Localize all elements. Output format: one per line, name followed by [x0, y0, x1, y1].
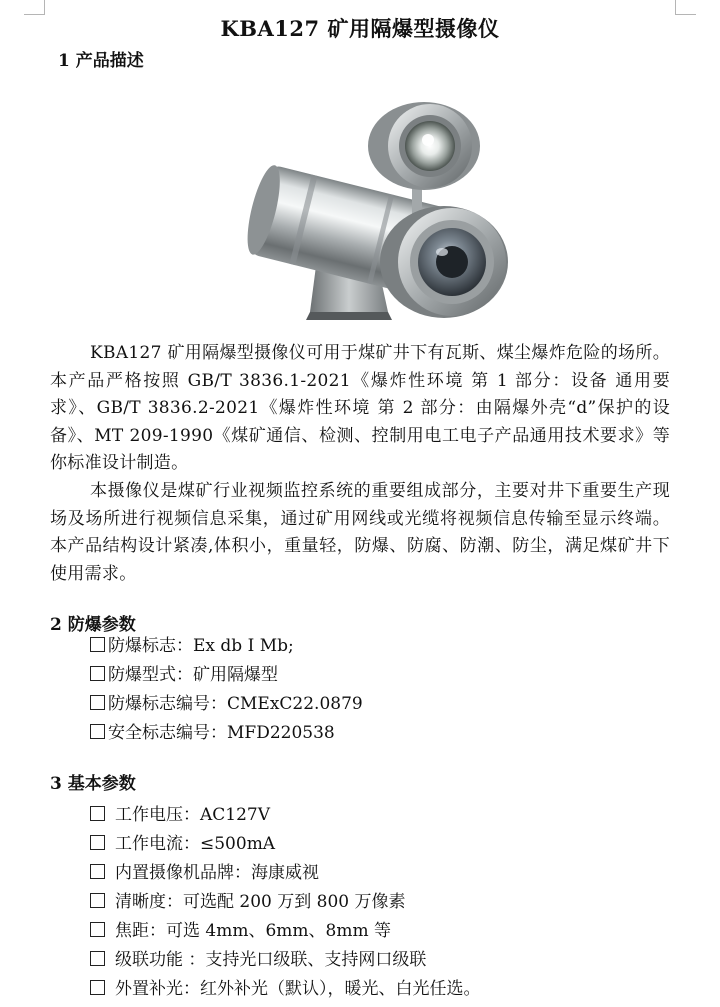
- checkbox-icon: [90, 951, 105, 966]
- description-paragraph-1: KBA127 矿用隔爆型摄像仪可用于煤矿井下有瓦斯、煤尘爆炸危险的场所。本产品严格按照 GB/T 3836.1-2021《爆炸性环境 第 1 部分：设备 通用要求》、GB/T 3836.2-2021《爆炸性环境 第 2 部分：由隔爆外壳“d”保护的设备》、MT 209-1990《煤矿通信、检测、控制用电工电子产品通用技术要求》等你标准设计制造。: [50, 343, 670, 473]
- list-item-text: 防爆标志编号：CMExC22.0879: [108, 694, 363, 714]
- checkbox-icon: [90, 835, 105, 850]
- checkbox-icon: [90, 922, 105, 937]
- list-item-text: 外置补光：红外补光（默认），暖光、白光任选。: [115, 979, 481, 999]
- checkbox-icon: [90, 695, 105, 710]
- list-item-text: 工作电流：≤500mA: [115, 834, 276, 854]
- section-heading-description: 1 产品描述: [58, 51, 144, 71]
- list-item: [90, 719, 363, 748]
- list-item: [90, 946, 481, 975]
- list-item: [90, 975, 481, 1004]
- checkbox-icon: [90, 806, 105, 821]
- checkbox-icon: [90, 724, 105, 739]
- list-item-text: 安全标志编号：MFD220538: [108, 723, 335, 743]
- list-item-text: 焦距：可选 4mm、6mm、8mm 等: [115, 921, 391, 941]
- checkbox-icon: [90, 864, 105, 879]
- list-item-text: 防爆型式：矿用隔爆型: [108, 665, 278, 685]
- list-item: [90, 859, 481, 888]
- section-heading-basic-parameters: 3 基本参数: [50, 774, 136, 794]
- list-item: [90, 917, 481, 946]
- list-item-text: 内置摄像机品牌：海康威视: [115, 863, 319, 883]
- explosion-parameter-list: [90, 632, 363, 748]
- basic-parameter-list: [90, 801, 481, 1004]
- list-item: [90, 632, 363, 661]
- checkbox-icon: [90, 980, 105, 995]
- list-item: [90, 801, 481, 830]
- list-item-text: 级联功能 ：支持光口级联、支持网口级联: [115, 950, 427, 970]
- section-heading-explosion-parameters: 2 防爆参数: [50, 615, 136, 635]
- list-item-text: 清晰度：可选配 200 万到 800 万像素: [115, 892, 406, 912]
- checkbox-icon: [90, 637, 105, 652]
- camera-product-image: [228, 98, 510, 330]
- list-item: [90, 830, 481, 859]
- checkbox-icon: [90, 666, 105, 681]
- list-item: [90, 661, 363, 690]
- description-paragraph-2: 本摄像仪是煤矿行业视频监控系统的重要组成部分，主要对井下重要生产现场及场所进行视频信息采集，通过矿用网线或光缆将视频信息传输至显示终端。本产品结构设计紧凑,体积小，重量轻，防爆、防腐、防潮、防尘，满足煤矿井下使用需求。: [50, 481, 670, 584]
- list-item-text: 工作电压：AC127V: [115, 805, 271, 825]
- list-item-text: 防爆标志：Ex db I Mb;: [108, 636, 294, 656]
- list-item: [90, 888, 481, 917]
- list-item: [90, 690, 363, 719]
- document-title: KBA127 矿用隔爆型摄像仪: [220, 16, 500, 41]
- checkbox-icon: [90, 893, 105, 908]
